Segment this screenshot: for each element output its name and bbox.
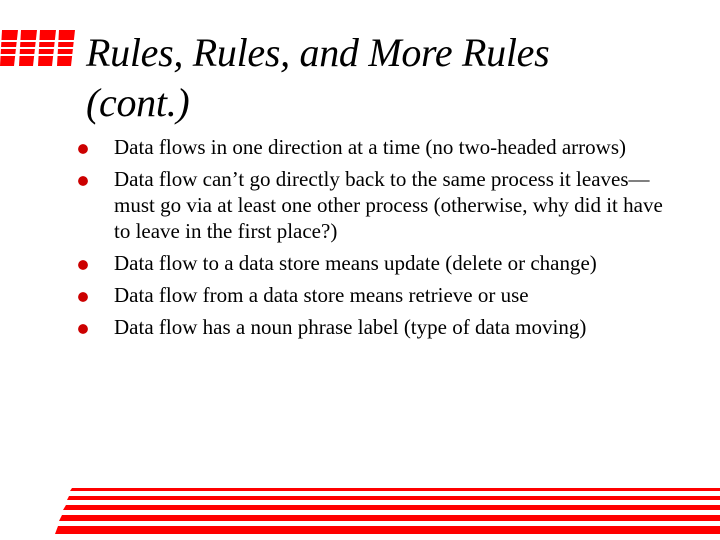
bullet-item bbox=[78, 282, 678, 308]
footer-stripes-decoration bbox=[0, 488, 720, 534]
bullet-text: Data flow to a data store means update (delete or change) bbox=[114, 251, 597, 275]
bullet-dot-icon bbox=[78, 324, 88, 334]
bullet-text: Data flow from a data store means retrieve or use bbox=[114, 283, 529, 307]
bullet-dot-icon bbox=[78, 176, 88, 186]
bullet-dot-icon bbox=[78, 144, 88, 154]
title-stripes-icon bbox=[0, 30, 76, 66]
bullet-item bbox=[78, 314, 678, 340]
bullet-list bbox=[78, 134, 678, 346]
bullet-text: Data flow can’t go directly back to the same process it leaves—must go via at least one other process (otherwise, why did it have to leave in the first place?) bbox=[114, 167, 663, 243]
bullet-text: Data flow has a noun phrase label (type of data moving) bbox=[114, 315, 587, 339]
bullet-item bbox=[78, 134, 678, 160]
bullet-text: Data flows in one direction at a time (no two-headed arrows) bbox=[114, 135, 626, 159]
bullet-item bbox=[78, 166, 678, 244]
bullet-dot-icon bbox=[78, 260, 88, 270]
slide-title-line-1: Rules, Rules, and More Rules bbox=[86, 30, 550, 75]
slide-title bbox=[86, 28, 706, 128]
slide-title-line-2: (cont.) bbox=[86, 80, 190, 125]
bullet-item bbox=[78, 250, 678, 276]
bullet-dot-icon bbox=[78, 292, 88, 302]
